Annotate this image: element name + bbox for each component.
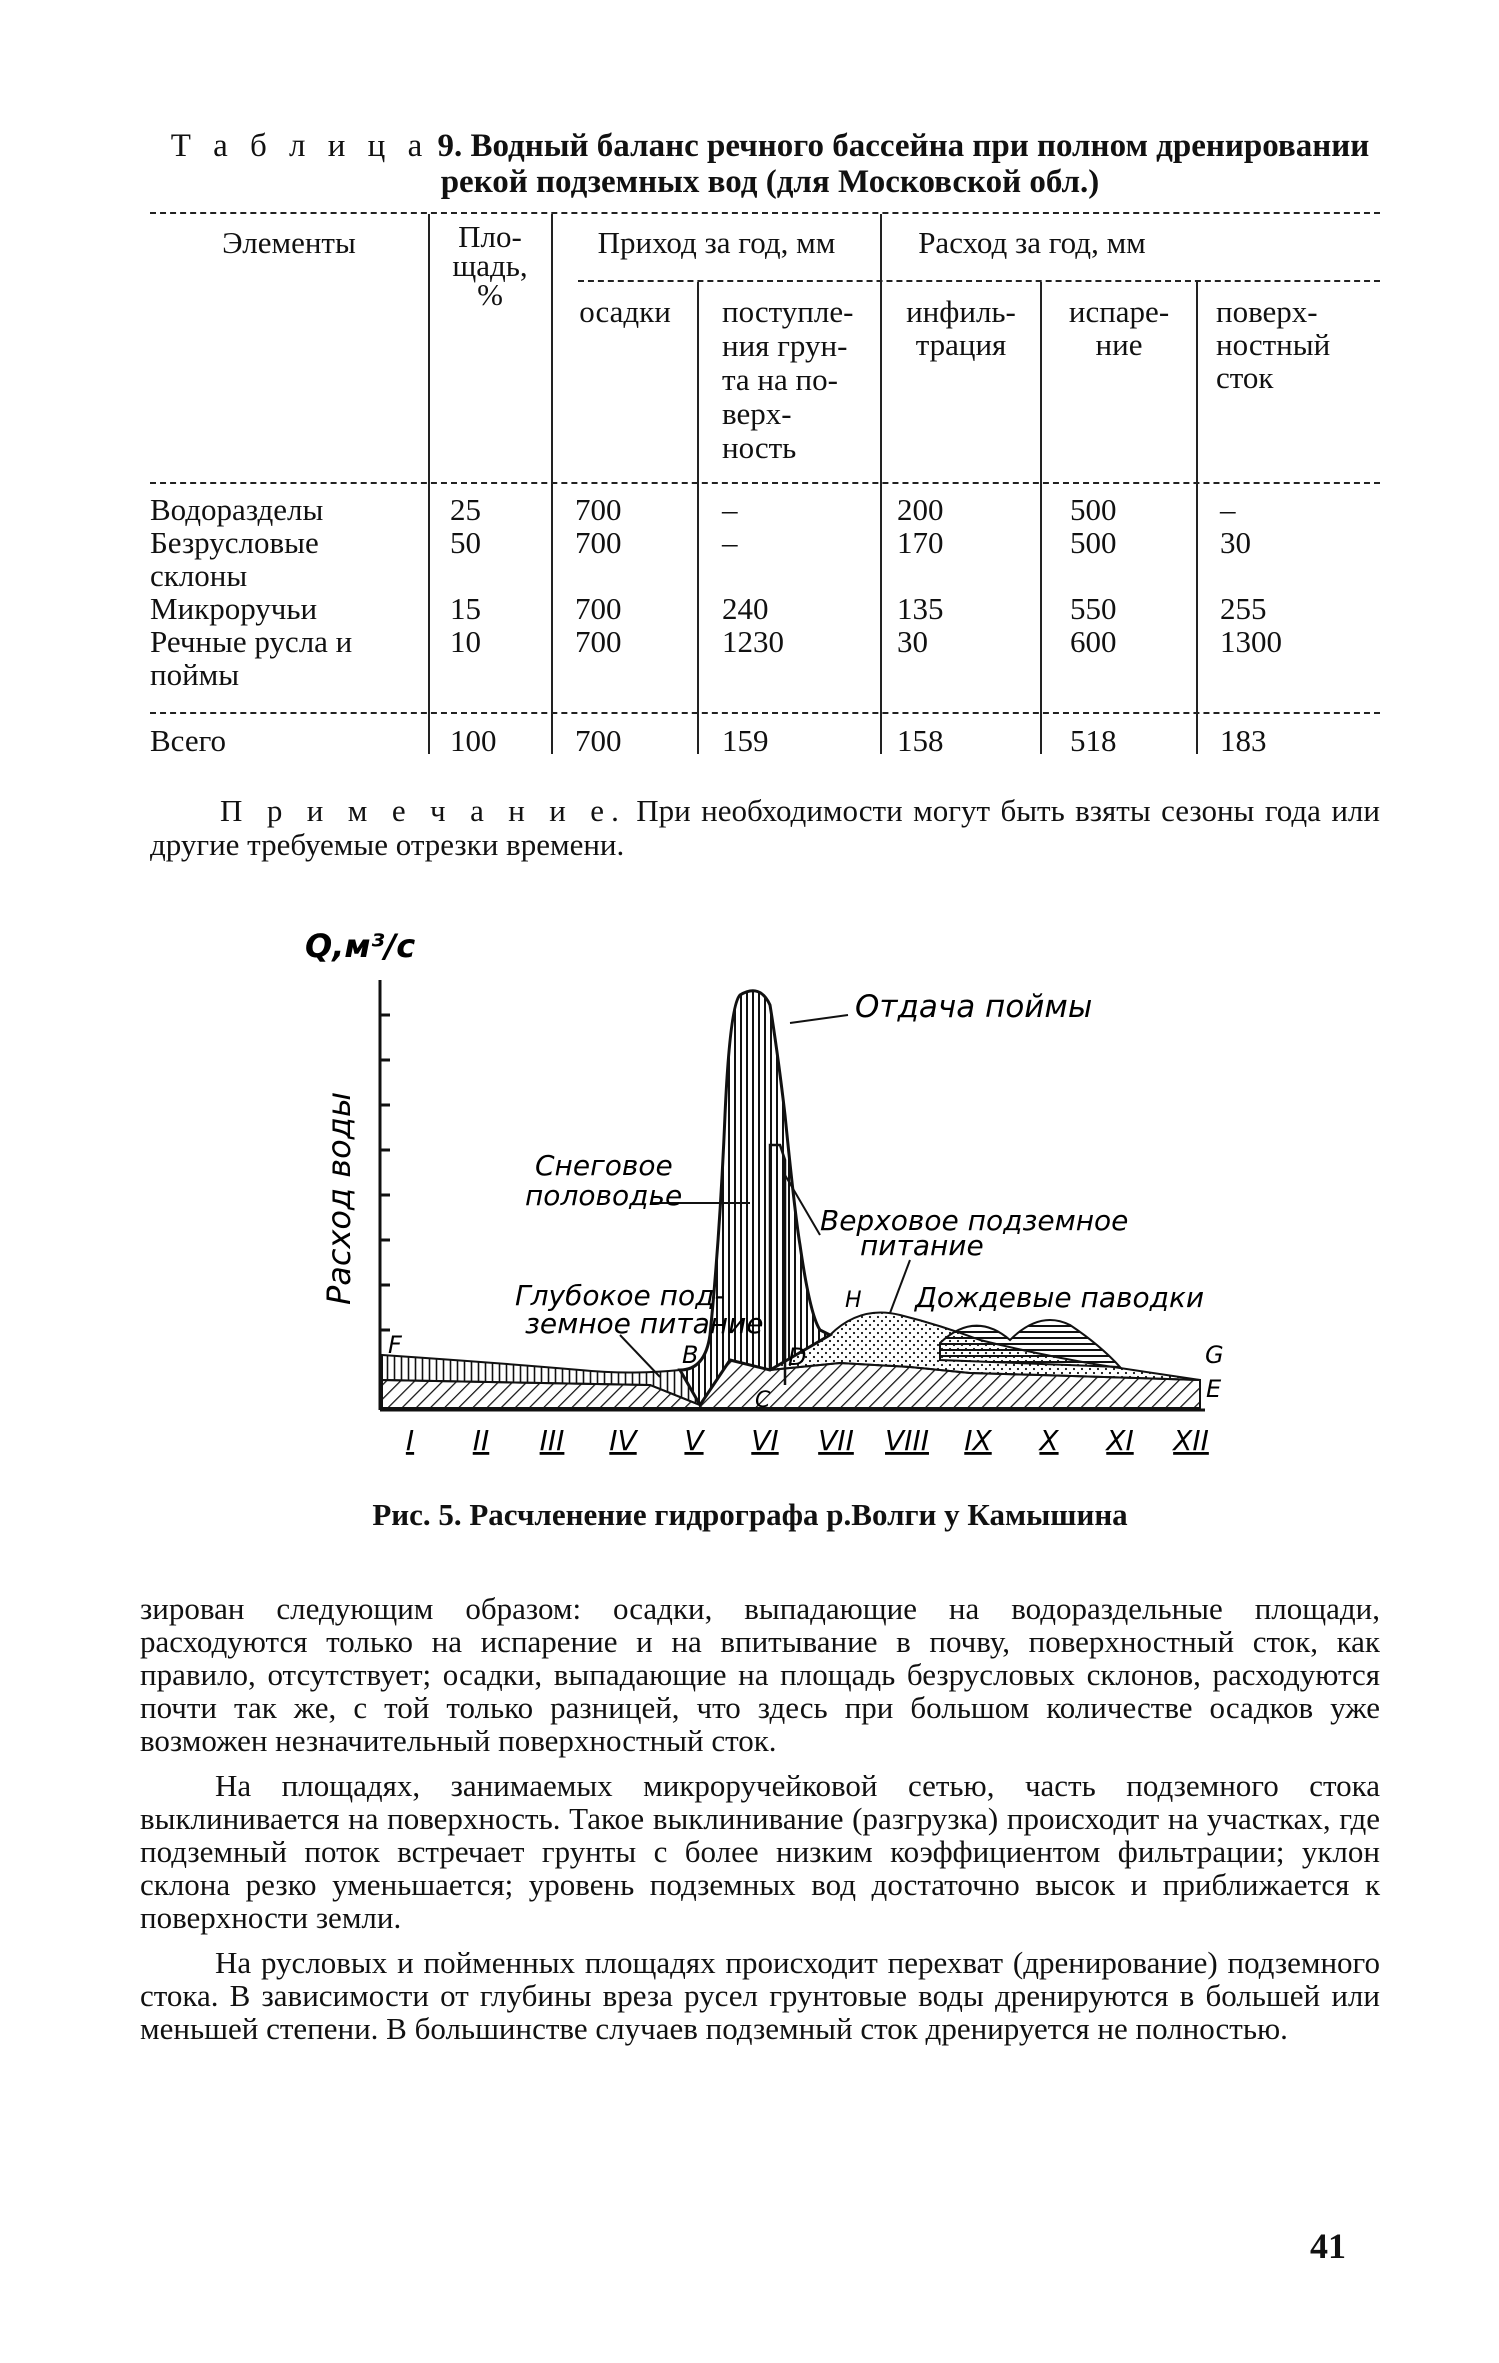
- page-number: 41: [1310, 2226, 1346, 2266]
- header-infiltration: [882, 295, 1040, 361]
- cell-evap: 550: [1070, 591, 1117, 626]
- table-col-precip: [575, 493, 695, 658]
- total-area: 100: [450, 723, 497, 758]
- month-label: XII: [1173, 1424, 1209, 1457]
- month-label: VII: [818, 1424, 854, 1457]
- point-D: D: [788, 1343, 807, 1371]
- header-runoff-line: сток: [1216, 360, 1274, 395]
- header-evap-line: испаре-: [1068, 294, 1170, 329]
- cell-precip: 700: [575, 492, 622, 527]
- point-G: G: [1205, 1341, 1224, 1369]
- cell-infil: 30: [897, 624, 928, 659]
- row-name: Безрусловые: [150, 525, 319, 560]
- cell-evap: 600: [1070, 624, 1117, 659]
- cell-area: 15: [450, 591, 481, 626]
- point-F: F: [388, 1331, 402, 1359]
- cell-infil: 170: [897, 525, 944, 560]
- cell-runoff: 1300: [1220, 624, 1282, 659]
- header-area-line: Пло-: [458, 219, 522, 254]
- total-infil: 158: [897, 723, 944, 758]
- total-inflow: 159: [722, 723, 769, 758]
- header-inflow-line: ния грун-: [722, 328, 848, 363]
- header-precipitation: осадки: [579, 294, 671, 329]
- point-H: H: [845, 1288, 862, 1313]
- paragraph: зирован следующим образом: осадки, выпадающие на водораздельные площади, расходуются только на испарение и на впитывание в почву, поверхностный сток, как правило, отсутствует; осадки, выпадающие на площадь безрусловых склонов, расходуются почти так же, с той только разницей, что здесь при большом количестве осадков уже возможен незначительный поверхностный сток.: [140, 1591, 1380, 1758]
- month-label: III: [539, 1424, 565, 1457]
- water-balance-table: [0, 0, 1499, 800]
- table-caption-line1: Водный баланс речного бассейна при полном дренировании: [470, 128, 1370, 164]
- cell-inflow: 1230: [722, 624, 784, 659]
- cell-inflow: –: [722, 525, 738, 560]
- header-infil-line: трация: [915, 327, 1007, 362]
- month-label: VI: [751, 1424, 779, 1457]
- header-income: Приход за год, мм: [597, 225, 836, 260]
- label-snow-2: половодье: [525, 1179, 683, 1212]
- row-name: Речные русла и: [150, 624, 353, 659]
- month-labels: [406, 1424, 1209, 1457]
- cell-runoff: 255: [1220, 591, 1267, 626]
- header-elements: Элементы: [222, 225, 356, 260]
- header-runoff-line: ностный: [1216, 327, 1331, 362]
- y-unit-label: Q,м³/с: [305, 927, 416, 965]
- cell-runoff: –: [1220, 492, 1236, 527]
- month-label: V: [684, 1424, 704, 1457]
- cell-area: 50: [450, 525, 481, 560]
- month-label: XI: [1106, 1424, 1134, 1457]
- cell-area: 25: [450, 492, 481, 527]
- cell-evap: 500: [1070, 525, 1117, 560]
- header-outcome: Расход за год, мм: [918, 225, 1146, 260]
- header-inflow-line: поступле-: [722, 294, 854, 329]
- total-evap: 518: [1070, 723, 1117, 758]
- figure-caption: Рис. 5. Расчленение гидрографа р.Волги у Камышина: [372, 1497, 1128, 1532]
- label-snow-1: Снеговое: [535, 1149, 673, 1182]
- label-upper-2: питание: [860, 1229, 984, 1262]
- row-name: Микроручьи: [150, 591, 318, 626]
- header-inflow-line: верх-: [722, 396, 792, 431]
- cell-area: 10: [450, 624, 481, 659]
- table-col-evap: [1070, 493, 1190, 658]
- note-text: При необходимости могут быть взяты сезоны года или другие требуемые отрезки времени.: [150, 793, 1380, 862]
- table-vline-6: [1196, 282, 1198, 754]
- table-col-area: [450, 493, 550, 658]
- table-col-runoff: [1220, 493, 1370, 658]
- total-name: Всего: [150, 723, 227, 758]
- total-runoff: 183: [1220, 723, 1267, 758]
- pointer-deep: [620, 1335, 660, 1377]
- month-label: I: [405, 1424, 415, 1457]
- pointer-otdacha: [790, 1015, 848, 1023]
- table-caption-prefix: Т а б л и ц а: [170, 128, 430, 164]
- table-note: [150, 794, 1380, 862]
- rain-floods-area: [940, 1320, 1120, 1367]
- cell-infil: 200: [897, 492, 944, 527]
- table-caption-number: 9.: [437, 128, 463, 164]
- paragraph: На площадях, занимаемых микроручейковой сетью, часть подземного стока выклинивается на поверхность. Такое выклинивание (разгрузка) происходит на участках, где подземный поток встречает грунты с более низким коэффициентом фильтрации; уклон склона резко уменьшается; уровень подземных вод достаточно высок и приближается к поверхности земли.: [140, 1768, 1380, 1935]
- hydrograph-figure: [300, 915, 1260, 1480]
- table-col-inflow: [722, 493, 872, 658]
- label-deep-2: земное питание: [525, 1307, 764, 1340]
- row-name: Водоразделы: [150, 492, 324, 527]
- pointer-rain: [890, 1260, 910, 1313]
- body-text: [140, 1592, 1380, 2057]
- label-rain: Дождевые паводки: [915, 1281, 1205, 1314]
- point-C: C: [755, 1388, 771, 1413]
- month-label: VIII: [885, 1424, 929, 1457]
- cell-runoff: 30: [1220, 525, 1251, 560]
- month-label: X: [1039, 1424, 1059, 1457]
- row-name: склоны: [150, 558, 248, 593]
- month-label: II: [472, 1424, 490, 1457]
- y-axis-label: Расход воды: [320, 1091, 358, 1305]
- label-deep-1: Глубокое под-: [515, 1279, 725, 1312]
- header-area-line: %: [477, 277, 503, 312]
- cell-precip: 700: [575, 591, 622, 626]
- note-label: П р и м е ч а н и е.: [220, 793, 626, 828]
- header-runoff-line: поверх-: [1216, 294, 1318, 329]
- header-groundwater-inflow: [722, 295, 880, 465]
- header-surface-runoff: [1216, 295, 1380, 394]
- label-upper-1: Верховое подземное: [820, 1204, 1129, 1237]
- month-label: IX: [964, 1424, 992, 1457]
- label-otdacha: Отдача поймы: [855, 989, 1093, 1025]
- table-row-names: [150, 493, 428, 691]
- cell-precip: 700: [575, 624, 622, 659]
- header-area-line: щадь,: [452, 248, 528, 283]
- table-col-infil: [897, 493, 1037, 658]
- header-inflow-line: та на по-: [722, 362, 838, 397]
- paragraph: На русловых и пойменных площадях происходит перехват (дренирование) подземного стока. В зависимости от глубины вреза русел грунтовые воды дренируются в большей или меньшей степени. В большинстве случаев подземный сток дренируется не полностью.: [140, 1945, 1380, 2046]
- point-B: B: [682, 1341, 699, 1369]
- header-evaporation: [1042, 295, 1196, 361]
- header-area: [430, 219, 550, 312]
- cell-infil: 135: [897, 591, 944, 626]
- hydrograph-svg: [300, 915, 1260, 1480]
- cell-inflow: 240: [722, 591, 769, 626]
- month-label: IV: [609, 1424, 637, 1457]
- snow-flood-area: [680, 991, 830, 1405]
- table-caption-line2: рекой подземных вод (для Московской обл.): [440, 164, 1100, 200]
- cell-precip: 700: [575, 525, 622, 560]
- cell-evap: 500: [1070, 492, 1117, 527]
- point-E: E: [1206, 1375, 1222, 1403]
- header-inflow-line: ность: [722, 430, 797, 465]
- table-vline-3: [697, 282, 699, 754]
- header-evap-line: ние: [1095, 327, 1143, 362]
- header-infil-line: инфиль-: [906, 294, 1016, 329]
- table-rule-top: [150, 212, 1380, 214]
- total-precip: 700: [575, 723, 622, 758]
- cell-inflow: –: [722, 492, 738, 527]
- row-name: поймы: [150, 657, 240, 692]
